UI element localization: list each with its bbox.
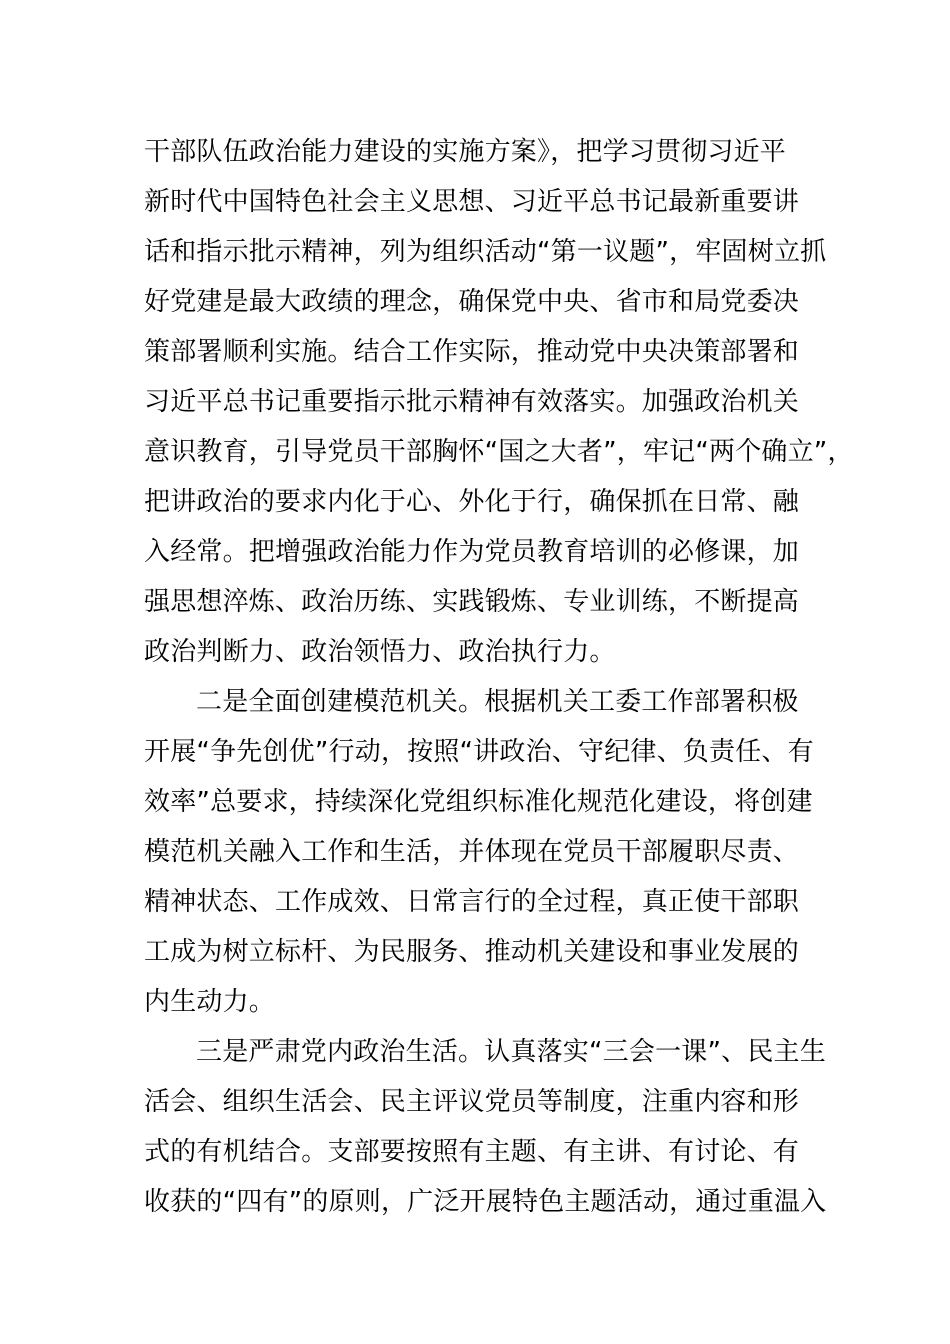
- text-line-17: 工成为树立标杆、为民服务、推动机关建设和事业发展的: [144, 937, 800, 967]
- text-line-4: 好党建是最大政绩的理念，确保党中央、省市和局党委决: [144, 287, 800, 317]
- text-line-16: 精神状态、工作成效、日常言行的全过程，真正使干部职: [144, 887, 800, 917]
- text-line-15: 模范机关融入工作和生活，并体现在党员干部履职尽责、: [144, 837, 800, 867]
- text-line-11: 政治判断力、政治领悟力、政治执行力。: [144, 637, 616, 667]
- text-line-9: 入经常。把增强政治能力作为党员教育培训的必修课，加: [144, 537, 800, 567]
- document-body: [144, 127, 854, 1227]
- text-line-13: 开展“争先创优”行动，按照“讲政治、守纪律、负责任、有: [144, 737, 814, 767]
- text-line-22: 收获的“四有”的原则，广泛开展特色主题活动，通过重温入: [144, 1187, 827, 1217]
- text-line-3: 话和指示批示精神，列为组织活动“第一议题”，牢固树立抓: [144, 237, 827, 267]
- text-line-20: 活会、组织生活会、民主评议党员等制度，注重内容和形: [144, 1087, 800, 1117]
- text-line-8: 把讲政治的要求内化于心、外化于行，确保抓在日常、融: [144, 487, 800, 517]
- text-line-1: 干部队伍政治能力建设的实施方案》，把学习贯彻习近平: [144, 137, 787, 167]
- paragraph-3-first-line: 三是严肃党内政治生活。认真落实“三会一课”、民主生: [196, 1037, 826, 1067]
- text-line-6: 习近平总书记重要指示批示精神有效落实。加强政治机关: [144, 387, 800, 417]
- text-line-5: 策部署顺利实施。结合工作实际，推动党中央决策部署和: [144, 337, 800, 367]
- paragraph-2-first-line: 二是全面创建模范机关。根据机关工委工作部署积极: [196, 687, 799, 717]
- text-line-14: 效率”总要求，持续深化党组织标准化规范化建设，将创建: [144, 787, 813, 817]
- text-line-21: 式的有机结合。支部要按照有主题、有主讲、有讨论、有: [144, 1137, 800, 1167]
- text-line-18: 内生动力。: [144, 987, 276, 1017]
- text-line-10: 强思想淬炼、政治历练、实践锻炼、专业训练，不断提高: [144, 587, 800, 617]
- text-line-7: 意识教育，引导党员干部胸怀“国之大者”，牢记“两个确立”，: [144, 437, 854, 467]
- text-line-2: 新时代中国特色社会主义思想、习近平总书记最新重要讲: [144, 187, 800, 217]
